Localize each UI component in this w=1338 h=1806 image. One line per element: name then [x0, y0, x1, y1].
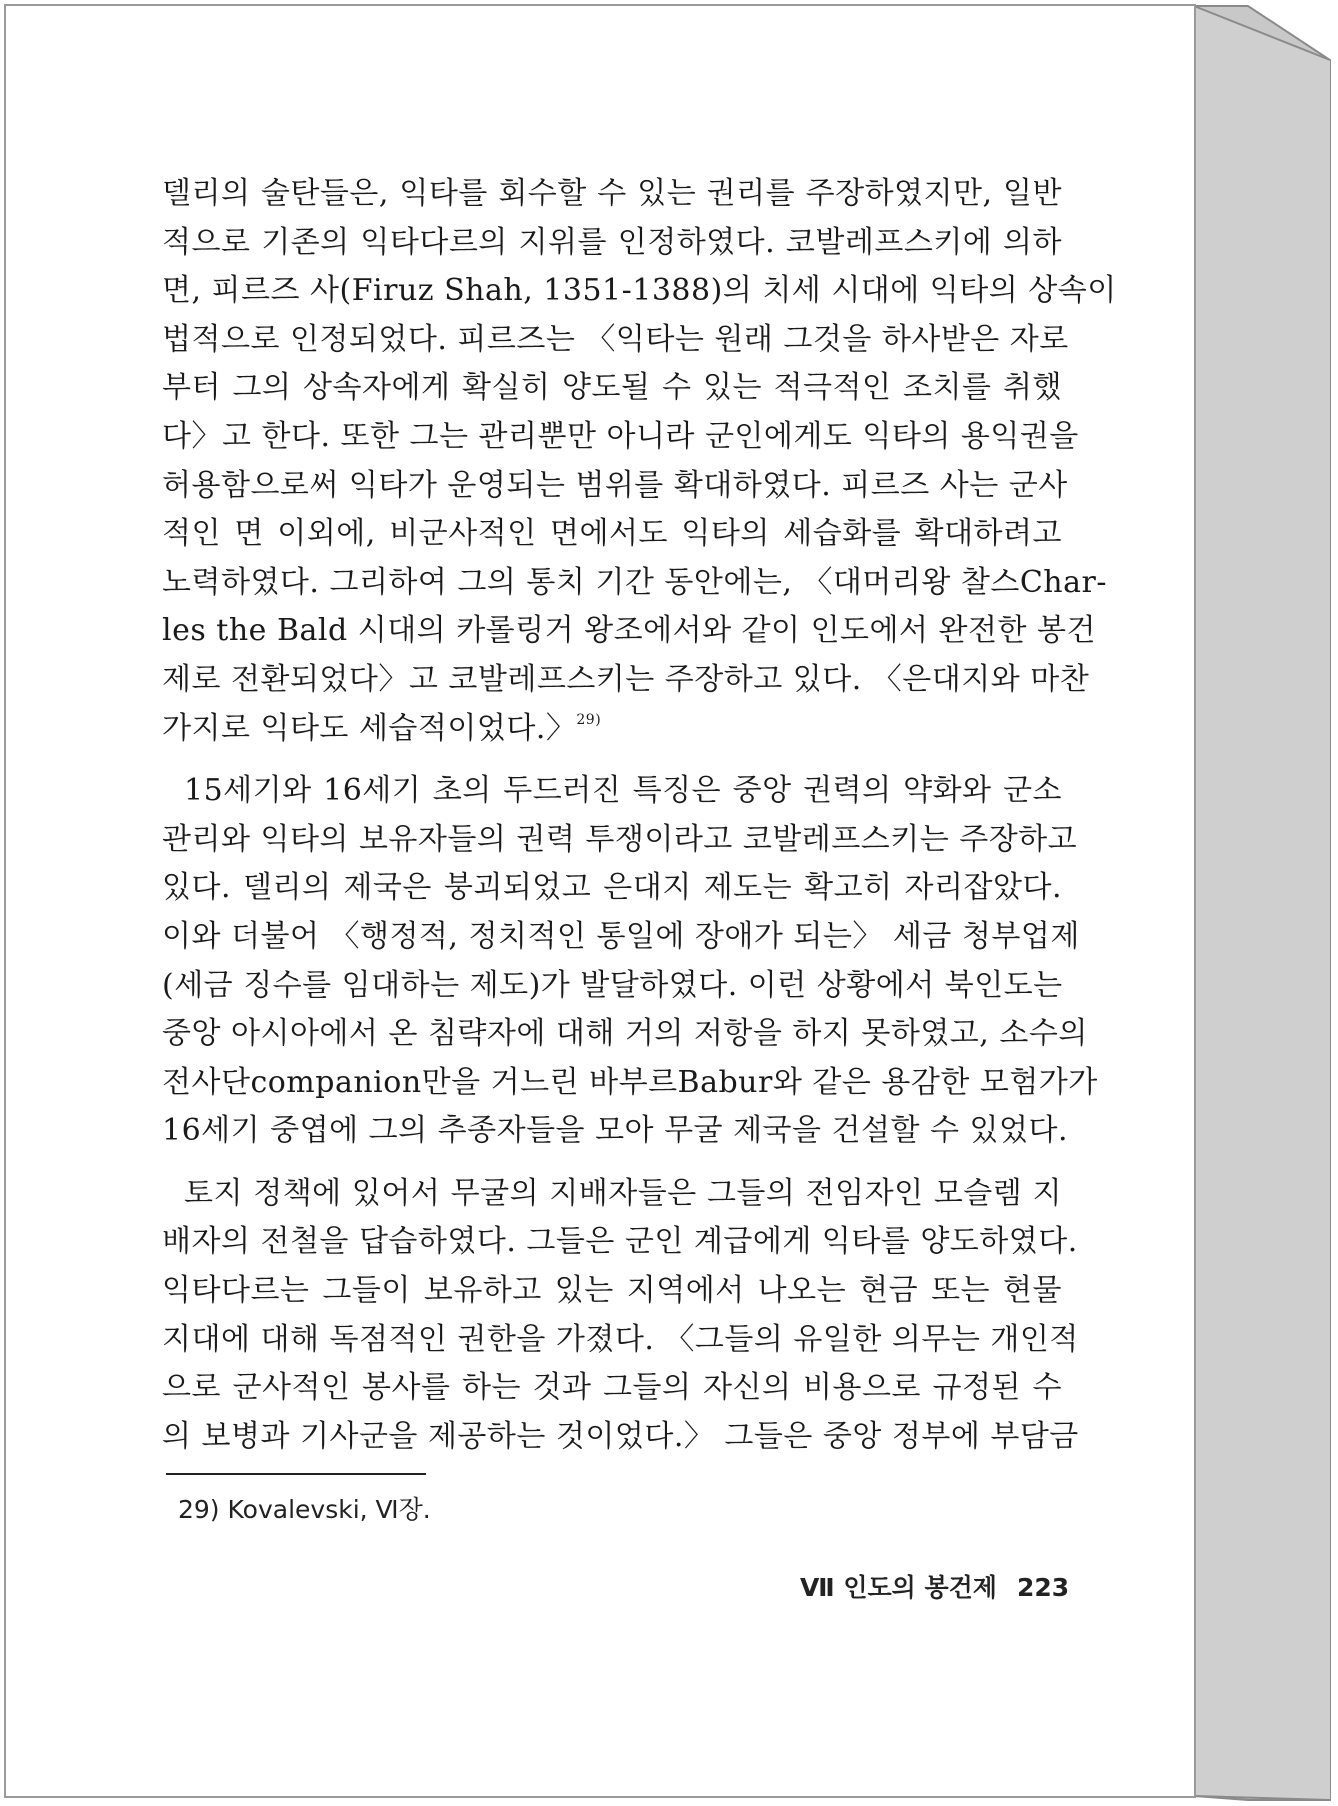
text-line-content: 가지로 익타도 세습적이었다.〉	[162, 710, 577, 746]
text-line	[162, 705, 1062, 754]
page-number: 223	[1016, 1573, 1070, 1602]
text-line: 지대에 대해 독점적인 권한을 가졌다. 〈그들의 유일한 의무는 개인적	[162, 1321, 1079, 1357]
chapter-title: Ⅶ 인도의 봉건제	[800, 1573, 997, 1602]
text-line: 델리의 술탄들은, 익타를 회수할 수 있는 권리를 주장하였지만, 일반	[162, 176, 1062, 211]
text-line: 제로 전환되었다〉고 코발레프스키는 주장하고 있다. 〈은대지와 마찬	[162, 661, 1090, 697]
text-line: 전사단companion만을 거느린 바부르Babur와 같은 용감한 모험가가	[162, 1064, 1098, 1100]
body-text	[162, 170, 1117, 1461]
text-line: 부터 그의 상속자에게 확실히 양도될 수 있는 적극적인 조치를 취했	[162, 370, 1062, 406]
footnote-reference: 29)	[576, 711, 602, 728]
text-line: 토지 정책에 있어서 무굴의 지배자들은 그들의 전임자인 모슬렘 지	[184, 1175, 1062, 1211]
paragraph	[162, 170, 1117, 753]
text-line: 의 보병과 기사군을 제공하는 것이었다.〉 그들은 중앙 정부에 부담금	[162, 1418, 1079, 1454]
text-line: 이와 더불어 〈행정적, 정치적인 통일에 장애가 되는〉 세금 청부업제	[162, 918, 1080, 954]
text-line: 다〉고 한다. 또한 그는 관리뿐만 아니라 군인에게도 익타의 용익권을	[162, 418, 1079, 454]
paragraph	[162, 767, 1098, 1156]
footnote-divider	[166, 1473, 426, 1475]
paragraph	[162, 1170, 1079, 1462]
text-line: les the Bald 시대의 카롤링거 왕조에서와 같이 인도에서 완전한 봉건	[162, 613, 1096, 649]
text-line: 배자의 전철을 답습하였다. 그들은 군인 계급에게 익타를 양도하였다.	[162, 1224, 1078, 1260]
text-line: 으로 군사적인 봉사를 하는 것과 그들의 자신의 비용으로 규정된 수	[162, 1370, 1062, 1406]
text-line: 있다. 델리의 제국은 붕괴되었고 은대지 제도는 확고히 자리잡았다.	[162, 870, 1062, 906]
text-line: (세금 징수를 임대하는 제도)가 발달하였다. 이런 상황에서 북인도는	[162, 967, 1063, 1003]
text-line: 적으로 기존의 익타다르의 지위를 인정하였다. 코발레프스키에 의하	[162, 224, 1062, 260]
text-line: 노력하였다. 그리하여 그의 통치 기간 동안에는, 〈대머리왕 찰스Char-	[162, 564, 1107, 600]
running-footer	[800, 1568, 1070, 1604]
text-line: 법적으로 인정되었다. 피르즈는 〈익타는 원래 그것을 하사받은 자로	[162, 321, 1069, 357]
text-line: 적인 면 이외에, 비군사적인 면에서도 익타의 세습화를 확대하려고	[162, 516, 1062, 552]
text-line: 16세기 중엽에 그의 추종자들을 모아 무굴 제국을 건설할 수 있었다.	[162, 1113, 1069, 1149]
text-line: 면, 피르즈 사(Firuz Shah, 1351-1388)의 치세 시대에 익타의 상속이	[162, 273, 1117, 309]
text-line: 관리와 익타의 보유자들의 권력 투쟁이라고 코발레프스키는 주장하고	[162, 821, 1078, 857]
text-line: 허용함으로써 익타가 운영되는 범위를 확대하였다. 피르즈 사는 군사	[162, 467, 1068, 503]
text-line: 중앙 아시아에서 온 침략자에 대해 거의 저항을 하지 못하였고, 소수의	[162, 1016, 1088, 1052]
footnote: 29) Kovalevski, Ⅵ장.	[178, 1495, 431, 1524]
text-line: 익타다르는 그들이 보유하고 있는 지역에서 나오는 현금 또는 현물	[162, 1273, 1062, 1309]
text-line: 15세기와 16세기 초의 두드러진 특징은 중앙 권력의 약화와 군소	[184, 773, 1062, 809]
